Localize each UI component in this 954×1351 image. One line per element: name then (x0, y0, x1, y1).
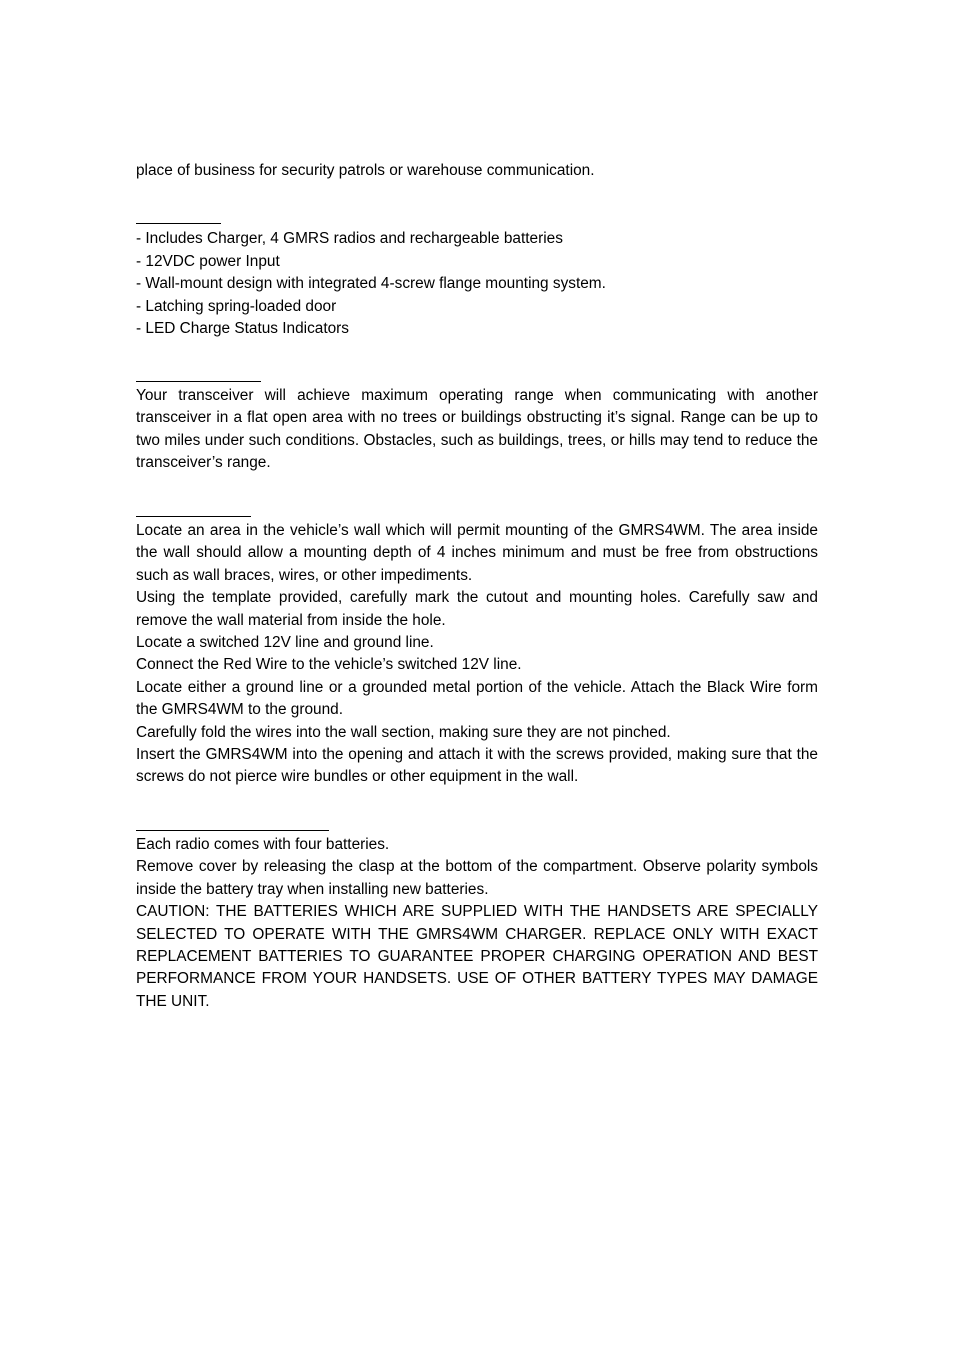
intro-tail-text: place of business for security patrols or warehouse communication. (136, 162, 595, 179)
batteries-heading-underline (136, 830, 329, 831)
installation-step: Connect the Red Wire to the vehicle’s switched 12V line. (136, 656, 522, 674)
feature-item: - Includes Charger, 4 GMRS radios and rechargeable batteries (136, 230, 563, 247)
range-heading-underline (136, 381, 261, 382)
feature-item: - LED Charge Status Indicators (136, 320, 350, 337)
installation-step: Locate a switched 12V line and ground line. (136, 634, 434, 652)
batteries-caution: CAUTION: THE BATTERIES WHICH ARE SUPPLIED WITH THE HANDSETS ARE SPECIALLY SELECTED TO OPERATE WITH THE GMRS4WM CHARGER. REPLACE ONLY WITH EXACT REPLACEMENT BATTERIES TO GUARANTEE PROPER CHARGING OPERATION AND BEST PERFORMANCE FROM YOUR HANDSETS. USE OF OTHER BATTERY TYPES MAY DAMAGE THE UNIT. (136, 903, 818, 1010)
feature-item: - Wall-mount design with integrated 4-screw flange mounting system. (136, 275, 606, 292)
feature-item: - Latching spring-loaded door (136, 297, 337, 315)
installation-heading-underline (136, 516, 251, 517)
batteries-line1: Each radio comes with four batteries. (136, 836, 390, 853)
features-heading-underline (136, 223, 221, 224)
installation-step: Using the template provided, carefully mark the cutout and mounting holes. Carefully saw and remove the wall material from inside the hole. (136, 589, 818, 629)
installation-step: Locate an area in the vehicle’s wall which will permit mounting of the GMRS4WM. The area inside the wall should allow a mounting depth of 4 inches minimum and must be free from obstructions such as wall braces, wires, or other impediments. (136, 522, 818, 584)
installation-step: Carefully fold the wires into the wall section, making sure they are not pinched. (136, 723, 671, 741)
installation-steps (136, 520, 818, 789)
installation-step: Insert the GMRS4WM into the opening and attach it with the screws provided, making sure that the screws do not pierce wire bundles or other equipment in the wall. (136, 746, 818, 786)
installation-step: Locate either a ground line or a grounded metal portion of the vehicle. Attach the Black Wire form the GMRS4WM to the ground. (136, 678, 818, 719)
range-text: Your transceiver will achieve maximum operating range when communicating with another transceiver in a flat open area with no trees or buildings obstructing it’s signal. Range can be up to two miles under such conditions. Obstacles, such as buildings, trees, or hills may tend to reduce the transceiver’s range. (136, 387, 818, 472)
batteries-line2: Remove cover by releasing the clasp at the bottom of the compartment. Observe polarity symbols inside the battery tray when installing new batteries. (136, 858, 818, 898)
batteries-section (136, 834, 818, 1013)
range-paragraph (136, 385, 818, 475)
feature-item: - 12VDC power Input (136, 252, 280, 270)
